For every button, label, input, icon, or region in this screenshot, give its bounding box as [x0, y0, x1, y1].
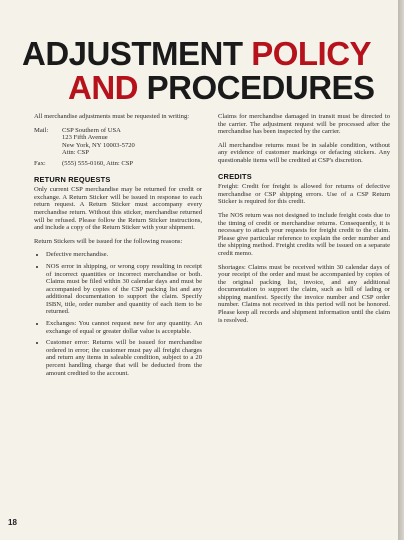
address-label — [34, 149, 58, 157]
left-column — [34, 113, 202, 381]
damage-paragraph: Claims for merchandise damaged in transit must be directed to the carrier. The adjustment request will be processed after the merchandise has been inspected by the carrier. — [218, 113, 390, 136]
credits-paragraph-2: The NOS return was not designed to include freight costs due to the timing of credit or merchandise returns. Consequently, it is necessary to attach your requests for freight credit to the claim. Please give particular reference to explain the order number and the shipping method. Freight credits will be issued on a separate credit memo. — [218, 211, 390, 257]
returns-paragraph-1: Only current CSP merchandise may be returned for credit or exchange. A Return Sticker will be issued in response to each return request. A Return Sticker must accompany every merchandise return. Without this sticker, merchandise returned will be refused. Please follow the Return Sticker instructions, and include a copy of the Return Sticker with your shipment. — [34, 186, 202, 232]
condition-paragraph: All merchandise returns must be in salable condition, without any evidence of customer markings or defacing stickers. Any questionable items will be credited at CSP's discretion. — [218, 141, 390, 164]
list-item: • Defective merchandise. — [46, 251, 202, 259]
intro-paragraph: All merchandise adjustments must be requested in writing: — [34, 113, 190, 120]
address-label — [34, 142, 58, 150]
address-label: Mail: — [34, 126, 49, 134]
address-label — [34, 134, 58, 142]
list-item: • NOS error in shipping, or wrong copy resulting in receipt of incorrect quantities or incorrect merchandise or both. Claims must be filed within 30 calendar days and must be accompanied by copies of the CSP packing list and any additional documentation to support the claim. Specify ISBN, title, order number and quantity of each item to be returned. — [46, 263, 202, 316]
address-value: CSP Southern of USA — [62, 126, 121, 134]
address-value: New York, NY 10003-5720 — [62, 141, 135, 149]
return-reasons-list — [34, 251, 202, 377]
credits-paragraph-1: Freight: Credit for freight is allowed for returns of defective merchandise or CSP shipping errors. Use of a CSP Return Sticker is required for this credit. — [218, 183, 390, 206]
page-edge-shadow — [398, 0, 404, 540]
address-value: Attn: CSP — [62, 149, 89, 157]
title-word-procedures: PROCEDURES — [146, 69, 375, 106]
list-item: • Exchanges: You cannot request new for any quantity. An exchange of equal or greater dollar value is acceptable. — [46, 320, 202, 335]
title-word-and: AND — [68, 69, 138, 106]
address-block — [34, 127, 202, 168]
fax-value: (555) 555-0160, Attn: CSP — [62, 159, 134, 167]
credits-paragraph-3: Shortages: Claims must be received within 30 calendar days of your receipt of the order and must be accompanied by copies of the original packing list, invoice, and any additional documentation to support the claim, such as bill of lading or shipping manifest. Specify the invoice number and CSP order number. Claims not received in this period will not be honored. Please keep all records and shipment information until the claim is resolved. — [218, 263, 390, 324]
page-title — [22, 35, 375, 106]
credits-heading: CREDITS — [218, 171, 252, 181]
title-word-policy: POLICY — [251, 35, 372, 72]
title-word-adjustment: ADJUSTMENT — [22, 35, 243, 72]
list-item: • Customer error: Returns will be issued for merchandise ordered in error; the customer must pay all freight charges and return any items in saleable condition, subject to a 20 percent handling charge that will be deducted from the amount credited to the account. — [46, 339, 202, 377]
page-number: 18 — [8, 518, 17, 527]
returns-paragraph-2: Return Stickers will be issued for the following reasons: — [34, 237, 183, 245]
return-requests-heading: RETURN REQUESTS — [34, 174, 111, 184]
right-column — [218, 113, 390, 330]
fax-label: Fax: — [34, 159, 46, 167]
address-value: 123 Fifth Avenue — [62, 134, 108, 142]
